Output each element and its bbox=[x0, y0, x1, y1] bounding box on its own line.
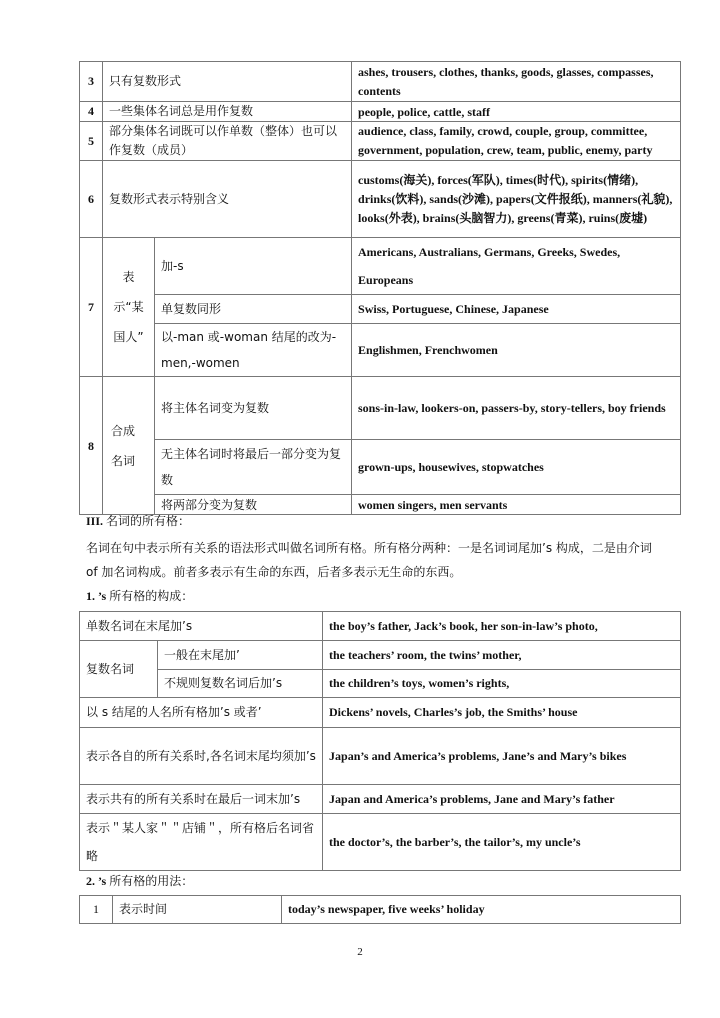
table-row bbox=[80, 728, 681, 785]
table-row bbox=[80, 238, 681, 295]
examples-cell: Japan’s and America’s problems, Jane’s and Mary’s bikes bbox=[323, 728, 681, 785]
category-cell: 合成名词 bbox=[103, 377, 155, 515]
rule-cell: 以-man 或-woman 结尾的改为-men,-women bbox=[155, 324, 352, 377]
examples-cell: the children’s toys, women’s rights, bbox=[323, 670, 681, 698]
table-row bbox=[80, 641, 681, 670]
possessive-usage-table bbox=[79, 895, 681, 924]
subsection-number: 1. ’s bbox=[86, 589, 107, 603]
examples-cell: the boy’s father, Jack’s book, her son-in-law’s photo, bbox=[323, 612, 681, 641]
table-row bbox=[80, 295, 681, 324]
table-row bbox=[80, 324, 681, 377]
rule-cell: 不规则复数名词后加’s bbox=[158, 670, 323, 698]
rule-cell: 部分集体名词既可以作单数（整体）也可以作复数（成员） bbox=[103, 122, 352, 161]
rule-cell: 复数形式表示特别含义 bbox=[103, 161, 352, 238]
examples-cell: Swiss, Portuguese, Chinese, Japanese bbox=[352, 295, 681, 324]
section-title: 名词的所有格： bbox=[106, 514, 191, 528]
rule-cell: 单数名词在末尾加’s bbox=[80, 612, 323, 641]
examples-cell: women singers, men servants bbox=[352, 495, 681, 515]
table-row bbox=[80, 161, 681, 238]
examples-cell: people, police, cattle, staff bbox=[352, 102, 681, 122]
table-row bbox=[80, 896, 681, 924]
page-number: 2 bbox=[357, 946, 363, 958]
rule-cell: 以 s 结尾的人名所有格加’s 或者’ bbox=[80, 698, 323, 728]
examples-cell: Englishmen, Frenchwomen bbox=[352, 324, 681, 377]
subsection-number: 2. ’s bbox=[86, 874, 107, 888]
table-row bbox=[80, 670, 681, 698]
subsection-title: 所有格的构成： bbox=[109, 589, 194, 603]
rule-cell: 一般在末尾加’ bbox=[158, 641, 323, 670]
category-cell: 复数名词 bbox=[80, 641, 158, 698]
subsection-heading bbox=[86, 586, 193, 606]
examples-cell: sons-in-law, lookers-on, passers-by, story-tellers, boy friends bbox=[352, 377, 681, 440]
examples-cell: the doctor’s, the barber’s, the tailor’s, my uncle’s bbox=[323, 814, 681, 871]
table-row bbox=[80, 785, 681, 814]
examples-cell: grown-ups, housewives, stopwatches bbox=[352, 440, 681, 495]
subsection-title: 所有格的用法： bbox=[109, 874, 194, 888]
section-number: III. bbox=[86, 514, 104, 528]
rule-cell: 表示各自的所有关系时,各名词末尾均须加’s bbox=[80, 728, 323, 785]
examples-cell: ashes, trousers, clothes, thanks, goods, glasses, compasses, contents bbox=[352, 62, 681, 102]
rule-cell: 将主体名词变为复数 bbox=[155, 377, 352, 440]
rule-cell: 无主体名词时将最后一部分变为复数 bbox=[155, 440, 352, 495]
row-number: 1 bbox=[80, 896, 113, 924]
rule-cell: 表示共有的所有关系时在最后一词末加’s bbox=[80, 785, 323, 814]
examples-cell: customs(海关), forces(军队), times(时代), spirits(情绪), drinks(饮料), sands(沙滩), papers(文件报纸), manners(礼貌), looks(外表), brains(头脑智力), greens(青菜), ruins(废墟) bbox=[352, 161, 681, 238]
rule-cell: 将两部分变为复数 bbox=[155, 495, 352, 515]
row-number: 6 bbox=[80, 161, 103, 238]
table-row bbox=[80, 612, 681, 641]
row-number: 8 bbox=[80, 377, 103, 515]
rule-cell: 加-s bbox=[155, 238, 352, 295]
subsection-heading bbox=[86, 871, 193, 891]
table-row bbox=[80, 102, 681, 122]
row-number: 5 bbox=[80, 122, 103, 161]
table-row bbox=[80, 814, 681, 871]
rule-cell: 表示＂某人家＂＂店铺＂，所有格后名词省略 bbox=[80, 814, 323, 871]
rule-cell: 单复数同形 bbox=[155, 295, 352, 324]
row-number: 7 bbox=[80, 238, 103, 377]
examples-cell: audience, class, family, crowd, couple, group, committee, government, population, crew, team, public, enemy, party bbox=[352, 122, 681, 161]
category-cell: 表示“某国人” bbox=[103, 238, 155, 377]
examples-cell: Americans, Australians, Germans, Greeks, Swedes, Europeans bbox=[352, 238, 681, 295]
table-row bbox=[80, 377, 681, 440]
section-paragraph: 名词在句中表示所有关系的语法形式叫做名词所有格。所有格分两种：一是名词词尾加’s 构成，二是由介词 of 加名词构成。前者多表示有生命的东西，后者多表示无生命的东西。 bbox=[86, 541, 652, 579]
row-number: 3 bbox=[80, 62, 103, 102]
table-row bbox=[80, 440, 681, 495]
table-row bbox=[80, 62, 681, 102]
table-row bbox=[80, 698, 681, 728]
examples-cell: Japan and America’s problems, Jane and Mary’s father bbox=[323, 785, 681, 814]
possessive-formation-table bbox=[79, 611, 681, 871]
examples-cell: Dickens’ novels, Charles’s job, the Smiths’ house bbox=[323, 698, 681, 728]
plural-forms-table bbox=[79, 61, 681, 515]
examples-cell: today’s newspaper, five weeks’ holiday bbox=[282, 896, 681, 924]
rule-cell: 只有复数形式 bbox=[103, 62, 352, 102]
row-number: 4 bbox=[80, 102, 103, 122]
table-row bbox=[80, 122, 681, 161]
examples-cell: the teachers’ room, the twins’ mother, bbox=[323, 641, 681, 670]
rule-cell: 表示时间 bbox=[113, 896, 282, 924]
section-heading bbox=[86, 511, 190, 531]
rule-cell: 一些集体名词总是用作复数 bbox=[103, 102, 352, 122]
